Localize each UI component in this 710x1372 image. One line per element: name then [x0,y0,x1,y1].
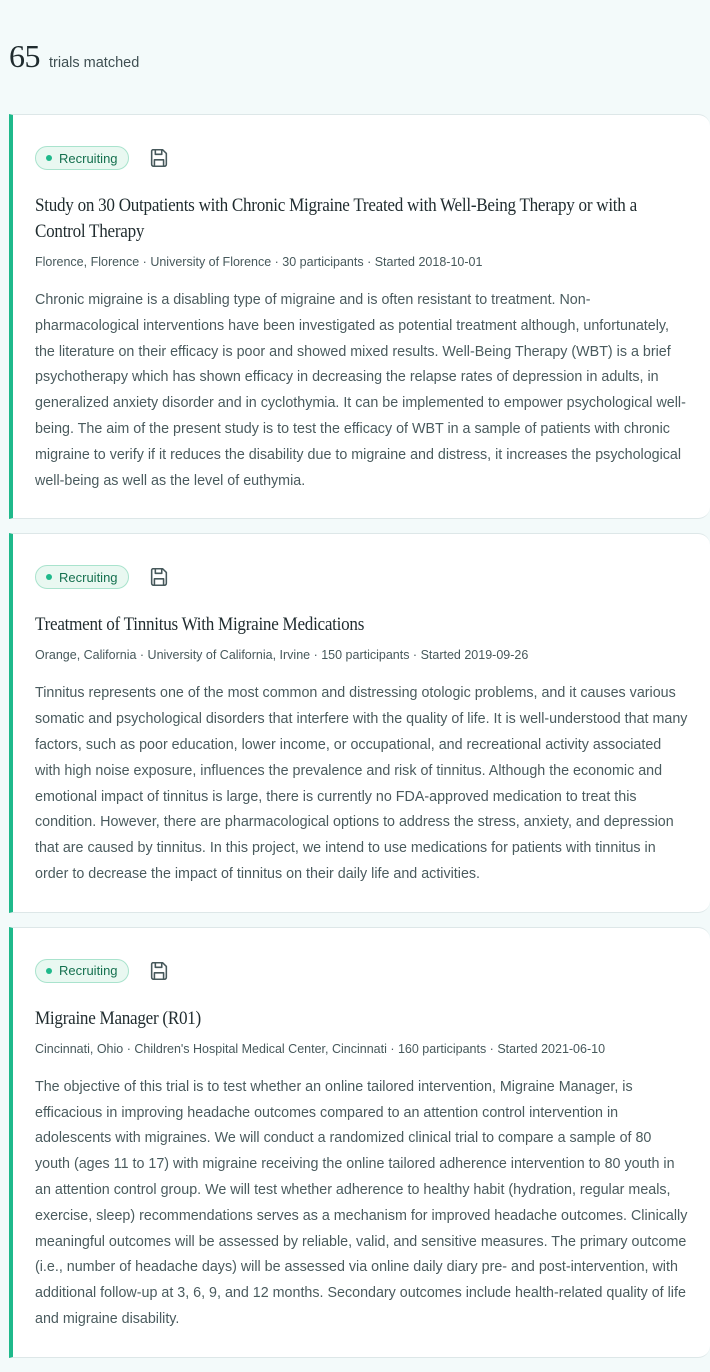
trial-card[interactable] [9,927,710,1358]
status-dot-icon [46,968,52,974]
status-badge [35,959,129,983]
trial-description: The objective of this trial is to test whether an online tailored intervention, Migraine Manager, is efficacious in improving headache outcomes compared to an attention control intervention in adolescents with migraines. We will conduct a randomized clinical trial to compare a sample of 80 youth (ages 11 to 17) with migraine receiving the online tailored adherence intervention to 80 youth in an attention control group. We will test whether adherence to healthy habit (hydration, regular meals, exercise, sleep) recommendations serves as a mechanism for improved headache outcomes. Clinically meaningful outcomes will be assessed by reliable, valid, and sensitive measures. The primary outcome (i.e., number of headache days) will be assessed via online daily diary pre- and post-intervention, with additional follow-up at 3, 6, 9, and 12 months. Secondary outcomes include health-related quality of life and migraine disability. [35,1078,688,1327]
save-trial-button[interactable] [147,565,171,589]
trial-title[interactable]: Study on 30 Outpatients with Chronic Migraine Treated with Well-Being Therapy or with a Control Therapy [35,195,637,242]
trial-meta: Florence, Florence · University of Florence · 30 participants · Started 2018-10-01 [35,255,483,269]
trial-description: Chronic migraine is a disabling type of migraine and is often resistant to treatment. Non-pharmacological interventions have been investigated as potential treatment although, unfortunately, the literature on their efficacy is poor and showed mixed results. Well-Being Therapy (WBT) is a brief psychotherapy which has shown efficacy in decreasing the relapse rates of depression in adults, in generalized anxiety disorder and in cyclothymia. It can be implemented to empower psychological well-being. The aim of the present study is to test the efficacy of WBT in a sample of patients with chronic migraine to verify if it reduces the disability due to migraine and distress, it increases the psychological well-being as well as the level of euthymia. [35,292,686,489]
trial-list [9,114,710,1372]
save-trial-button[interactable] [147,146,171,170]
status-label: Recruiting [59,569,118,585]
results-summary [9,38,139,75]
trial-card-header [35,564,690,590]
trial-title[interactable]: Migraine Manager (R01) [35,1007,201,1029]
status-badge [35,565,129,589]
trial-card[interactable] [9,114,710,519]
trial-card-header [35,145,690,171]
status-label: Recruiting [59,963,118,979]
trial-meta: Orange, California · University of California, Irvine · 150 participants · Started 2019-09-26 [35,648,529,663]
results-count: 65 [9,38,40,74]
save-icon [148,147,170,169]
trial-meta: Cincinnati, Ohio · Children's Hospital Medical Center, Cincinnati · 160 participants · Started 2021-06-10 [35,1041,606,1056]
save-trial-button[interactable] [147,959,171,983]
save-icon [148,566,170,588]
save-icon [148,960,170,982]
status-badge [35,146,129,170]
status-dot-icon [46,574,52,580]
trial-description: Tinnitus represents one of the most common and distressing otologic problems, and it causes various somatic and psychological disorders that interfere with the quality of life. It is well-understood that many factors, such as poor education, lower income, or occupational, and recreational activity associated with high noise exposure, influences the prevalence and risk of tinnitus. Although the economic and emotional impact of tinnitus is large, there is currently no FDA-approved medication to treat this condition. However, there are pharmacological options to address the stress, anxiety, and depression that are caused by tinnitus. In this project, we intend to use medications for patients with tinnitus in order to decrease the impact of tinnitus on their daily life and activities. [35,685,688,882]
status-dot-icon [46,155,52,161]
trial-card[interactable] [9,533,710,912]
trial-card-header [35,958,690,984]
status-label: Recruiting [59,150,118,166]
results-count-label: trials matched [49,55,140,71]
trial-title[interactable]: Treatment of Tinnitus With Migraine Medications [35,614,365,636]
